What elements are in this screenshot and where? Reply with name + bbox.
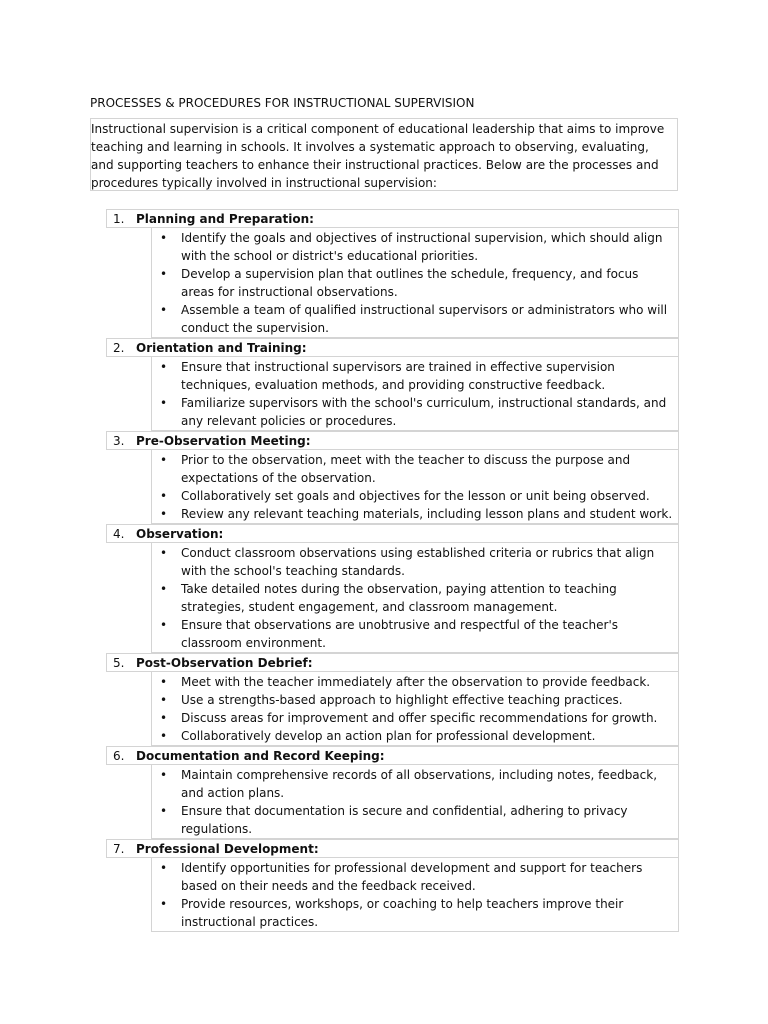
- list-item-text: Develop a supervision plan that outlines the schedule, frequency, and focus areas for instructional observations.: [181, 267, 639, 299]
- step-title: Documentation and Record Keeping:: [136, 749, 385, 763]
- step-title: Observation:: [136, 527, 224, 541]
- bullet-icon: •: [160, 897, 168, 911]
- bullet-icon: •: [160, 618, 168, 632]
- bullet-icon: •: [160, 489, 168, 503]
- step-number: 5.: [113, 656, 125, 670]
- list-item-text: Conduct classroom observations using established criteria or rubrics that align with the school's teaching standards.: [181, 546, 655, 578]
- list-item-text: Prior to the observation, meet with the teacher to discuss the purpose and expectations of the observation.: [181, 453, 631, 485]
- bullet-icon: •: [160, 396, 168, 410]
- list-item-text: Collaboratively set goals and objectives for the lesson or unit being observed.: [181, 489, 650, 503]
- step-heading: [106, 653, 679, 672]
- list-item: [152, 673, 678, 691]
- step-number: 1.: [113, 212, 125, 226]
- list-item: [152, 709, 678, 727]
- list-item: [152, 301, 678, 337]
- step-title: Professional Development:: [136, 842, 319, 856]
- list-item: [152, 505, 678, 523]
- list-item: [152, 358, 678, 394]
- step-heading: [106, 839, 679, 858]
- list-item: [152, 766, 678, 802]
- list-item-text: Use a strengths-based approach to highlight effective teaching practices.: [181, 693, 623, 707]
- list-item: [152, 544, 678, 580]
- step-title: Orientation and Training:: [136, 341, 307, 355]
- bullet-icon: •: [160, 582, 168, 596]
- bullet-icon: •: [160, 675, 168, 689]
- list-item-text: Identify opportunities for professional development and support for teachers based on their needs and the feedback received.: [181, 861, 643, 893]
- list-item: [152, 394, 678, 430]
- step-number: 7.: [113, 842, 125, 856]
- bullet-icon: •: [160, 693, 168, 707]
- bullet-icon: •: [160, 507, 168, 521]
- step-heading: [106, 524, 679, 543]
- bullet-icon: •: [160, 546, 168, 560]
- list-item: [152, 859, 678, 895]
- bullet-icon: •: [160, 729, 168, 743]
- list-item-text: Assemble a team of qualified instructional supervisors or administrators who will conduct the supervision.: [181, 303, 668, 335]
- step-bullet-list: [151, 228, 679, 338]
- step-heading: [106, 338, 679, 357]
- list-item-text: Take detailed notes during the observation, paying attention to teaching strategies, student engagement, and classroom management.: [181, 582, 617, 614]
- list-item: [152, 895, 678, 931]
- step-title: Post-Observation Debrief:: [136, 656, 313, 670]
- step-bullet-list: [151, 765, 679, 839]
- document-title: PROCESSES & PROCEDURES FOR INSTRUCTIONAL SUPERVISION: [90, 96, 475, 110]
- list-item-text: Identify the goals and objectives of instructional supervision, which should align with the school or district's educational priorities.: [181, 231, 663, 263]
- step-bullet-list: [151, 450, 679, 524]
- bullet-icon: •: [160, 453, 168, 467]
- step-number: 6.: [113, 749, 125, 763]
- list-item-text: Maintain comprehensive records of all observations, including notes, feedback, and action plans.: [181, 768, 658, 800]
- step-heading: [106, 746, 679, 765]
- step-heading: [106, 209, 679, 228]
- bullet-icon: •: [160, 267, 168, 281]
- list-item-text: Review any relevant teaching materials, including lesson plans and student work.: [181, 507, 673, 521]
- step-bullet-list: [151, 543, 679, 653]
- list-item-text: Discuss areas for improvement and offer specific recommendations for growth.: [181, 711, 658, 725]
- step-heading: [106, 431, 679, 450]
- step-number: 4.: [113, 527, 125, 541]
- list-item-text: Collaboratively develop an action plan for professional development.: [181, 729, 596, 743]
- list-item: [152, 451, 678, 487]
- list-item-text: Provide resources, workshops, or coaching to help teachers improve their instructional practices.: [181, 897, 624, 929]
- list-item: [152, 727, 678, 745]
- bullet-icon: •: [160, 861, 168, 875]
- list-item-text: Familiarize supervisors with the school's curriculum, instructional standards, and any relevant policies or procedures.: [181, 396, 667, 428]
- bullet-icon: •: [160, 231, 168, 245]
- intro-paragraph: Instructional supervision is a critical component of educational leadership that aims to improve teaching and learning in schools. It involves a systematic approach to observing, evaluating, and supporting teachers to enhance their instructional practices. Below are the processes and procedures typically involved in instructional supervision:: [90, 118, 678, 191]
- bullet-icon: •: [160, 711, 168, 725]
- bullet-icon: •: [160, 768, 168, 782]
- list-item: [152, 229, 678, 265]
- step-number: 2.: [113, 341, 125, 355]
- step-title: Pre-Observation Meeting:: [136, 434, 311, 448]
- steps-list: [106, 209, 679, 932]
- list-item-text: Ensure that instructional supervisors are trained in effective supervision techniques, evaluation methods, and providing constructive feedback.: [181, 360, 615, 392]
- step-bullet-list: [151, 858, 679, 932]
- list-item: [152, 580, 678, 616]
- list-item-text: Ensure that documentation is secure and confidential, adhering to privacy regulations.: [181, 804, 628, 836]
- bullet-icon: •: [160, 360, 168, 374]
- step-number: 3.: [113, 434, 125, 448]
- step-bullet-list: [151, 357, 679, 431]
- bullet-icon: •: [160, 303, 168, 317]
- list-item-text: Meet with the teacher immediately after the observation to provide feedback.: [181, 675, 651, 689]
- list-item: [152, 691, 678, 709]
- list-item: [152, 487, 678, 505]
- list-item: [152, 265, 678, 301]
- bullet-icon: •: [160, 804, 168, 818]
- list-item-text: Ensure that observations are unobtrusive and respectful of the teacher's classroom environment.: [181, 618, 619, 650]
- step-bullet-list: [151, 672, 679, 746]
- list-item: [152, 802, 678, 838]
- step-title: Planning and Preparation:: [136, 212, 314, 226]
- list-item: [152, 616, 678, 652]
